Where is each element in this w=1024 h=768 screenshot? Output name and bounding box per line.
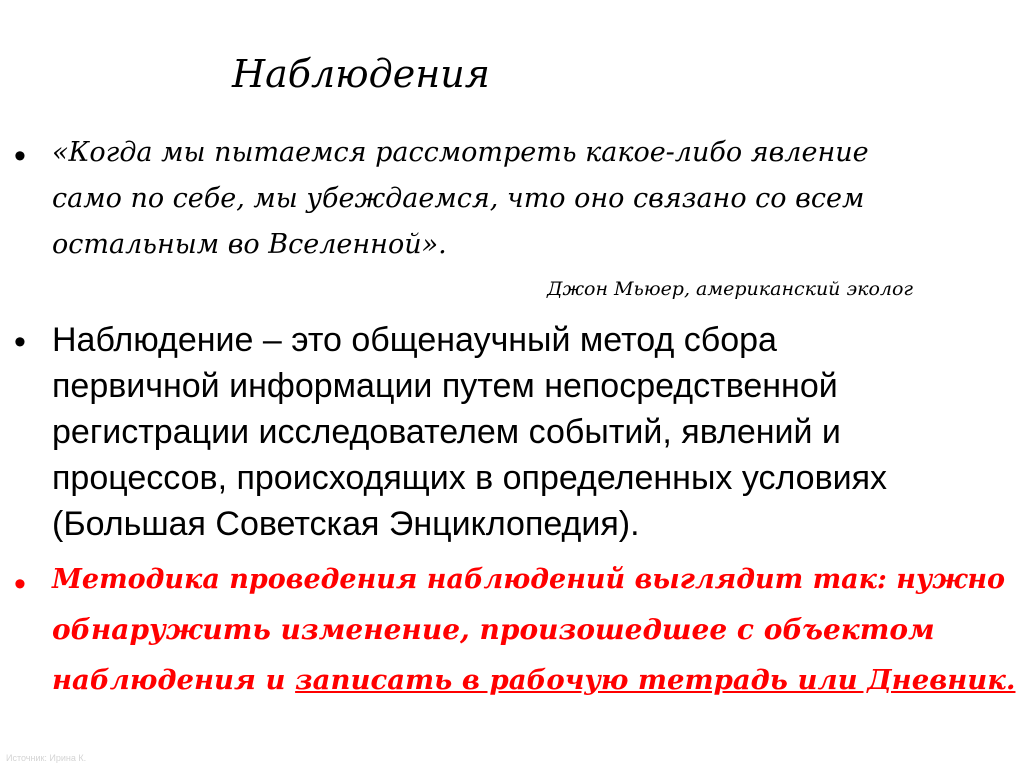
definition-line: Наблюдение – это общенаучный метод сбора [52,321,777,359]
quote-line: остальным во Вселенной». [52,229,447,260]
method-line-last [52,656,1015,704]
method-line: Методика проведения наблюдений выглядит так: нужно [52,564,1006,595]
slide-title: Наблюдения [232,52,490,96]
bullet-definition: • [14,323,26,361]
method-line: обнаружить изменение, произошедшее с объектом [52,613,935,646]
definition-line: первичной информации путем непосредственной [52,367,838,405]
definition-line: (Большая Советская Энциклопедия). [52,505,640,543]
bullet-quote: • [14,137,26,175]
quote-line: «Когда мы пытаемся рассмотреть какое-либо явление [52,137,869,168]
quote-attribution: Джон Мьюер, американский эколог [547,278,914,300]
bullet-method: • [14,565,26,603]
method-text: наблюдения и [52,664,296,696]
method-underlined-text: записать в рабочую тетрадь или Дневник. [295,664,1016,696]
definition-line: регистрации исследователем событий, явлений и [52,413,841,451]
quote-line: само по себе, мы убеждаемся, что оно связано со всем [52,183,865,214]
definition-line: процессов, происходящих в определенных условиях [52,459,888,497]
watermark: Источник: Ирина К. [6,753,87,763]
